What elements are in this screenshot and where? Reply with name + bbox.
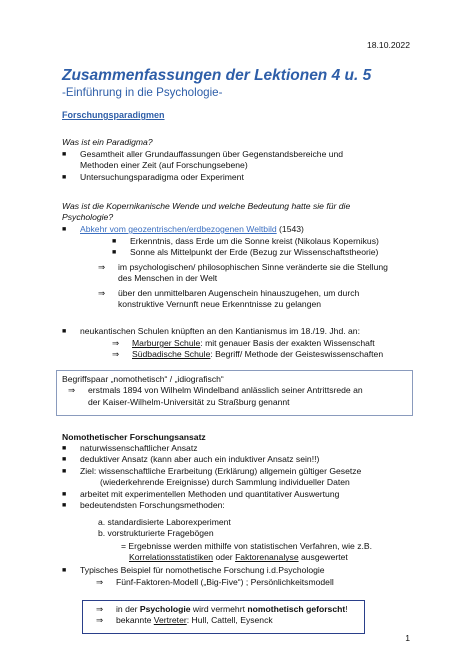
box-title: Begriffspaar „nomothetisch“ / „idiografisch“ <box>62 374 224 384</box>
kant-list <box>62 326 432 337</box>
weltbild-link[interactable]: Abkehr vom geozentrischen/erdbezogenen Weltbild <box>80 224 277 234</box>
section-title-forschungsparadigmen: Forschungsparadigmen <box>62 110 165 120</box>
windelband-box-content: Begriffspaar „nomothetisch“ / „idiografisch“ ⇒ erstmals 1894 von Wilhelm Windelband anlässlich seiner Antrittsrede an der Kaiser-Wilhelm-Universität zu Straßburg genannt <box>62 374 410 408</box>
square-bullet-icon: ■ <box>112 249 117 257</box>
q1-list <box>62 149 422 183</box>
document-date: 18.10.2022 <box>366 40 410 50</box>
square-bullet-icon: ■ <box>62 502 67 510</box>
list-item: ■ arbeitet mit experimentellen Methoden und quantitativer Auswertung <box>62 488 340 499</box>
q2-sublist <box>112 236 432 259</box>
double-arrow-icon: ⇒ <box>68 385 76 396</box>
psychology-summary-content <box>96 604 364 627</box>
document-title: Zusammenfassungen der Lektionen 4 u. 5 <box>62 67 372 84</box>
square-bullet-icon: ■ <box>62 567 67 574</box>
square-bullet-icon: ■ <box>62 226 67 233</box>
big-five-item <box>96 577 436 588</box>
list-item: ⇒ bekannte Vertreter: Hull, Cattell, Eysenck <box>96 615 273 626</box>
list-item: ⇒ erstmals 1894 von Wilhelm Windelband anlässlich seiner Antrittsrede an <box>68 385 363 396</box>
q2-arrows: ⇒ im psychologischen/ philosophischen Sinne veränderte sie die Stellung des Menschen in der Welt ⇒ über den unmittelbaren Augenschein hinauszugehen, um durch konstruktive Vernunft neue Erkenntnisse zu gelangen <box>98 262 438 311</box>
list-item: ⇒ im psychologischen/ philosophischen Sinne veränderte sie die Stellung <box>98 262 388 272</box>
list-item: ⇒ über den unmittelbaren Augenschein hinauszugehen, um durch <box>98 287 360 298</box>
double-arrow-icon: ⇒ <box>112 338 120 348</box>
section-title-nomothetisch: Nomothetischer Forschungsansatz <box>62 432 206 442</box>
list-item: ■ Gesamtheit aller Grundauffassungen über Gegenstandsbereiche und <box>62 149 344 159</box>
list-item: ■ Ziel: wissenschaftliche Erarbeitung (Erklärung) allgemein gültiger Gesetze <box>62 465 362 476</box>
nomothetic-list: ■ naturwissenschaftlicher Ansatz ■ deduktiver Ansatz (kann aber auch ein induktiver Ansatz sein!!) ■ Ziel: wissenschaftliche Erarbeitung (Erklärung) allgemein gültiger Gesetze (wiederkehrende Ereignisse) durch Sammlung individueller Daten ■ arbeitet mit experimentellen Methoden und quantitativer Auswertung ■ bedeutendsten Forschungsmethoden: <box>62 443 432 511</box>
double-arrow-icon: ⇒ <box>98 262 106 272</box>
list-item: a. standardisierte Laborexperiment <box>98 517 231 527</box>
double-arrow-icon: ⇒ <box>96 604 104 614</box>
double-arrow-icon: ⇒ <box>96 615 104 626</box>
kant-schools <box>112 338 432 361</box>
square-bullet-icon: ■ <box>62 328 67 335</box>
double-arrow-icon: ⇒ <box>98 287 106 298</box>
list-item: ■ neukantischen Schulen knüpften an den Kantianismus im 18./19. Jhd. an: <box>62 326 360 336</box>
methods-list <box>98 517 428 540</box>
document-subtitle: -Einführung in die Psychologie- <box>62 86 223 99</box>
list-item: ⇒ Fünf-Faktoren-Modell („Big-Five“) ; Persönlichkeitsmodell <box>96 577 334 587</box>
list-item: ■ bedeutendsten Forschungsmethoden: <box>62 500 225 511</box>
list-item: ⇒ in der Psychologie wird vermehrt nomothetisch geforscht! <box>96 604 348 614</box>
evaluation-note: = Ergebnisse werden mithilfe von statistischen Verfahren, wie z.B. Korrelationsstatistiken oder Faktorenanalyse ausgewertet <box>121 541 373 563</box>
page-number: 1 <box>405 633 410 643</box>
list-item: b. vorstrukturierte Fragebögen <box>98 528 214 539</box>
question-kopernikanische-wende: Was ist die Kopernikanische Wende und welche Bedeutung hatte sie für die Psychologie? <box>62 201 351 223</box>
square-bullet-icon: ■ <box>62 445 67 452</box>
list-item: ■ Abkehr vom geozentrischen/erdbezogenen Weltbild (1543) <box>62 224 304 234</box>
list-item: ■ Typisches Beispiel für nomothetische Forschung i.d.Psychologie <box>62 565 325 575</box>
list-item: ■ naturwissenschaftlicher Ansatz <box>62 443 198 453</box>
square-bullet-icon: ■ <box>62 490 67 498</box>
square-bullet-icon: ■ <box>62 151 67 158</box>
list-item: ■ Sonne als Mittelpunkt der Erde (Bezug zur Wissenschaftstheorie) <box>112 247 379 258</box>
q2-list <box>62 224 422 235</box>
square-bullet-icon: ■ <box>62 456 67 464</box>
double-arrow-icon: ⇒ <box>112 349 120 360</box>
square-bullet-icon: ■ <box>62 467 67 475</box>
example-list <box>62 565 432 576</box>
square-bullet-icon: ■ <box>112 238 117 245</box>
list-item: Methoden einer Zeit (auf Forschungsebene) <box>80 160 248 171</box>
list-item: ■ Erkenntnis, dass Erde um die Sonne kreist (Nikolaus Kopernikus) <box>112 236 379 246</box>
double-arrow-icon: ⇒ <box>96 577 104 587</box>
list-item: ■ deduktiver Ansatz (kann aber auch ein induktiver Ansatz sein!!) <box>62 454 320 465</box>
square-bullet-icon: ■ <box>62 173 67 181</box>
list-item: ⇒ Marburger Schule: mit genauer Basis der exakten Wissenschaft <box>112 338 375 348</box>
question-paradigma: Was ist ein Paradigma? <box>62 137 153 147</box>
list-item: ⇒ Südbadische Schule: Begriff/ Methode der Geisteswissenschaften <box>112 349 384 360</box>
list-item: ■ Untersuchungsparadigma oder Experiment <box>62 171 244 182</box>
